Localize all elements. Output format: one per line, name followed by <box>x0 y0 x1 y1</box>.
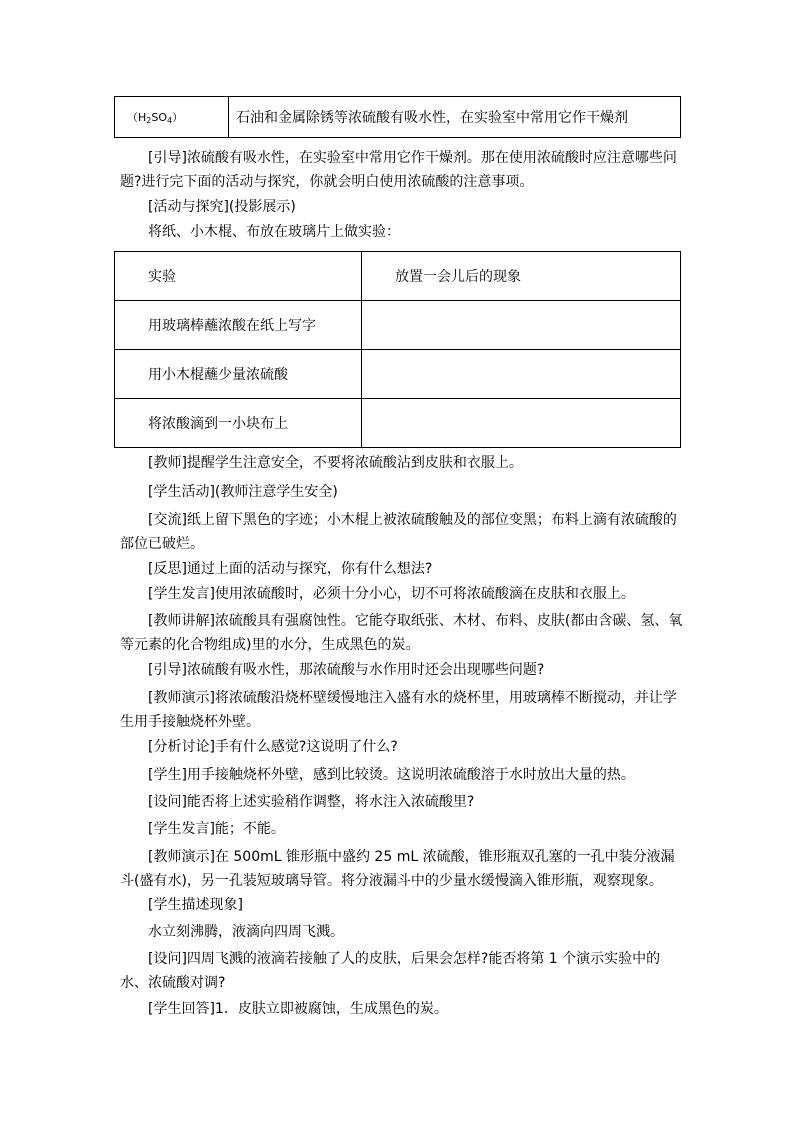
formula-mid: SO <box>151 111 168 124</box>
table-cell <box>362 301 681 350</box>
header-cell: 实验 <box>115 252 362 301</box>
paragraph: [教师讲解]浓硫酸具有强腐蚀性。它能夺取纸张、木材、布料、皮肤(都由含碳、氢、氧等元素的化合物组成)里的水分，生成黑色的炭。 <box>120 613 683 653</box>
paragraph: [引导]浓硫酸有吸水性，那浓硫酸与水作用时还会出现哪些问题? <box>148 662 545 678</box>
paragraph: [学生发言]使用浓硫酸时，必须十分小心，切不可将浓硫酸滴在皮肤和衣服上。 <box>148 586 635 602</box>
paragraph: 将纸、小木棍、布放在玻璃片上做实验： <box>148 224 400 240</box>
table-row <box>115 301 681 350</box>
table-cell: 用玻璃棒蘸浓酸在纸上写字 <box>115 301 362 350</box>
paragraph: [学生描述现象] <box>148 897 243 913</box>
header-cell: 放置一会儿后的现象 <box>362 252 681 301</box>
formula-cell <box>115 97 229 138</box>
table-cell: 用小木棍蘸少量浓硫酸 <box>115 350 362 399</box>
table-row <box>115 97 681 138</box>
paragraph: [设问]能否将上述实验稍作调整，将水注入浓硫酸里? <box>148 794 475 810</box>
paragraph: [活动与探究](投影展示) <box>148 199 296 215</box>
paragraph: [教师]提醒学生注意安全，不要将浓硫酸沾到皮肤和衣服上。 <box>148 455 523 471</box>
table-row <box>115 399 681 448</box>
paragraph: [学生发言]能；不能。 <box>148 821 285 837</box>
table-cell: 将浓酸滴到一小块布上 <box>115 399 362 448</box>
paragraph: [引导]浓硫酸有吸水性，在实验室中常用它作干燥剂。那在使用浓硫酸时应注意哪些问题?进行完下面的活动与探究，你就会明白使用浓硫酸的注意事项。 <box>120 150 677 190</box>
paragraph: [教师演示]将浓硫酸沿烧杯壁缓慢地注入盛有水的烧杯里，用玻璃棒不断搅动，并让学生用手接触烧杯外壁。 <box>120 690 677 730</box>
paragraph: 水立刻沸腾，液滴向四周飞溅。 <box>148 924 344 940</box>
paragraph: [交流]纸上留下黑色的字迹；小木棍上被浓硫酸触及的部位变黑；布料上滴有浓硫酸的部位已破烂。 <box>120 512 677 552</box>
table-row <box>115 350 681 399</box>
formula-suffix: ） <box>172 111 184 124</box>
uses-cell: 石油和金属除锈等浓硫酸有吸水性，在实验室中常用它作干燥剂 <box>229 97 681 138</box>
table-cell <box>362 350 681 399</box>
paragraph: [学生]用手接触烧杯外壁，感到比较烫。这说明浓硫酸溶于水时放出大量的热。 <box>148 767 635 783</box>
paragraph: [学生回答]1．皮肤立即被腐蚀，生成黑色的炭。 <box>148 1001 448 1017</box>
formula-prefix: （H <box>127 111 147 124</box>
paragraph: [反思]通过上面的活动与探究，你有什么想法? <box>148 561 433 577</box>
formula-subscript: 4 <box>167 116 173 125</box>
table-header-row <box>115 252 681 301</box>
experiment-table <box>114 251 681 448</box>
paragraph: [设问]四周飞溅的液滴若接触了人的皮肤，后果会怎样?能否将第 1 个演示实验中的水、浓硫酸对调? <box>120 951 661 991</box>
formula-subscript: 2 <box>146 116 152 125</box>
table-cell <box>362 399 681 448</box>
paragraph: [分析讨论]手有什么感觉?这说明了什么? <box>148 739 398 755</box>
paragraph: [教师演示]在 500mL 锥形瓶中盛约 25 mL 浓硫酸，锥形瓶双孔塞的一孔中装分液漏斗(盛有水)，另一孔装短玻璃导管。将分液漏斗中的少量水缓慢滴入锥形瓶，观察现象。 <box>120 849 675 889</box>
sulfuric-acid-uses-table <box>114 96 681 138</box>
paragraph: [学生活动](教师注意学生安全) <box>148 484 338 500</box>
